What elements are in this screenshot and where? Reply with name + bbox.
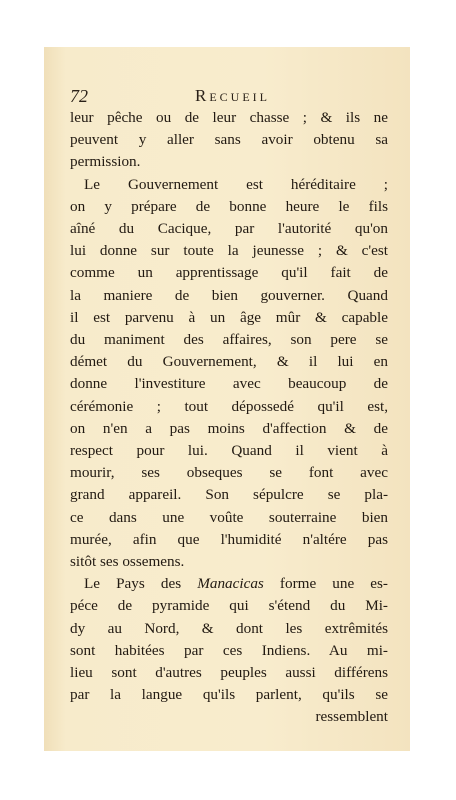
text-line: du maniment des affaires, son pere se [70, 331, 388, 349]
text-line: aîné du Cacique, par l'autorité qu'on [70, 220, 388, 238]
text-line: permission. [70, 153, 141, 171]
text-line [70, 573, 388, 595]
text-line: respect pour lui. Quand il vient à [70, 442, 388, 460]
text-line: il est parvenu à un âge mûr & capable [70, 308, 388, 326]
place-name-italic: Manacicas [197, 575, 264, 593]
text-line: peuvent y aller sans avoir obtenu sa [70, 131, 388, 149]
text-line: grand appareil. Son sépulcre se pla- [70, 486, 388, 504]
text-line: donne l'investiture avec beaucoup de [70, 375, 388, 393]
body-text [70, 107, 388, 729]
page-number: 72 [70, 86, 88, 106]
text-line: mourir, ses obseques se font avec [70, 464, 388, 482]
text-fragment: Le Pays des [84, 575, 198, 593]
text-line: comme un apprentissage qu'il fait de [70, 264, 388, 282]
text-line: murée, afin que l'humidité n'altére pas [70, 530, 388, 548]
text-line: leur pêche ou de leur chasse ; & ils ne [70, 109, 388, 126]
text-line: sitôt ses ossemens. [70, 553, 185, 571]
running-title: Recueil [195, 86, 270, 105]
text-line: Le Gouvernement est héréditaire ; [84, 175, 388, 193]
text-line: la maniere de bien gouverner. Quand [70, 286, 388, 304]
catchword: ressemblent [315, 708, 388, 726]
text-fragment: forme une es- [263, 575, 388, 593]
text-line: dy au Nord, & dont les extrêmités [70, 619, 388, 637]
text-line: démet du Gouvernement, & il lui en [70, 353, 388, 371]
text-line: lieu sont d'autres peuples aussi différens [70, 664, 388, 682]
text-line: par la langue qu'ils parlent, qu'ils se [70, 686, 388, 704]
text-line: cérémonie ; tout dépossedé qu'il est, [70, 397, 388, 415]
text-line: lui donne sur toute la jeunesse ; & c'est [70, 242, 388, 260]
text-line: ce dans une voûte souterraine bien [70, 508, 388, 526]
text-line: on n'en a pas moins d'affection & de [70, 419, 388, 437]
text-line: péce de pyramide qui s'étend du Mi- [70, 597, 388, 615]
text-line: on y prépare de bonne heure le fils [70, 197, 388, 215]
text-line: sont habitées par ces Indiens. Au mi- [70, 641, 388, 659]
